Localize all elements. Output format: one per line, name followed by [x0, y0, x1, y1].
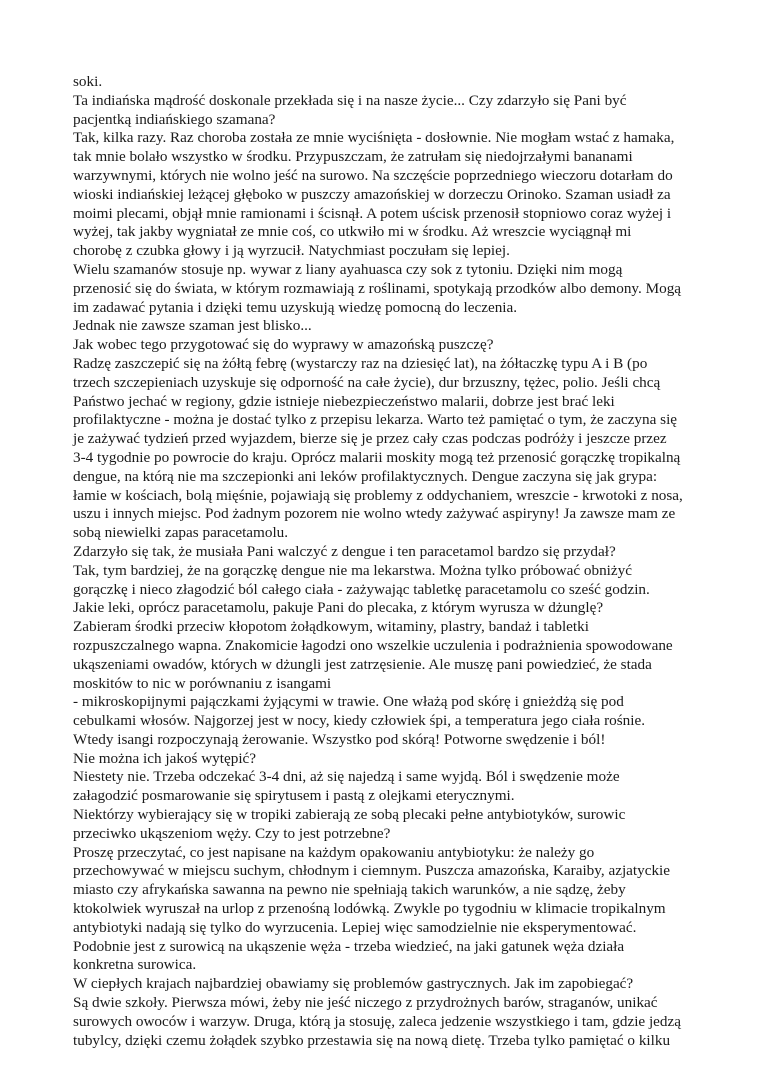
text-line: surowych owoców i warzyw. Druga, którą ja stosuję, zaleca jedzenie wszystkiego i tam, gdzie jedzą: [73, 1012, 681, 1030]
text-line: ukąszeniami owadów, których w dżungli jest zatrzęsienie. Ale muszę pani powiedzieć, że stada: [73, 655, 652, 673]
text-line: chorobę z czubka głowy i ją wyrzucił. Natychmiast poczułam się lepiej.: [73, 242, 510, 260]
text-line: Tak, tym bardziej, że na gorączkę dengue nie ma lekarstwa. Można tylko próbować obniżyć: [73, 561, 632, 579]
text-line: uszu i innych miejsc. Pod żadnym pozorem nie wolno wtedy zażywać aspiryny! Ja zawsze mam ze: [73, 505, 676, 523]
text-line: przenosić się do świata, w którym rozmawiają z roślinami, spotykają przodków albo demony. Mogą: [73, 279, 682, 297]
text-line: przeciwko ukąszeniom węży. Czy to jest potrzebne?: [73, 824, 391, 842]
text-line: przechowywać w miejscu suchym, chłodnym i ciemnym. Puszcza amazońska, Karaiby, azjatyckie: [73, 862, 671, 880]
text-line: Jednak nie zawsze szaman jest blisko...: [73, 317, 312, 335]
text-line: tubylcy, dzięki czemu żołądek szybko przestawia się na nową dietę. Trzeba tylko pamiętać o kilku: [73, 1031, 671, 1049]
text-line: wioski indiańskiej leżącej głęboko w puszczy amazońskiej w dorzeczu Orinoko. Szaman usiadł za: [73, 185, 671, 203]
text-line: miasto czy afrykańska sawanna na pewno nie spełniają takich warunków, a nie sądzę, żeby: [73, 881, 626, 899]
text-line: Są dwie szkoły. Pierwsza mówi, żeby nie jeść niczego z przydrożnych barów, straganów, unikać: [73, 994, 658, 1012]
text-line: cebulkami włosów. Najgorzej jest w nocy, kiedy człowiek śpi, a temperatura jego ciała rośnie.: [73, 712, 646, 730]
text-line: załagodzić posmarowanie się spirytusem i pastą z olejkami eterycznymi.: [73, 787, 515, 805]
text-line: Niestety nie. Trzeba odczekać 3-4 dni, aż się najedzą i same wyjdą. Ból i swędzenie może: [73, 768, 620, 786]
text-line: trzech szczepieniach uzyskuje się odporność na całe życie), dur brzuszny, tężec, polio. Jeśli chcą: [73, 373, 661, 391]
text-line: wyżej, tak jakby wygniatał ze mnie coś, co utkwiło mi w środku. Aż wreszcie wyciągnął mi: [73, 223, 632, 241]
document-page: [73, 73, 699, 1050]
text-line: profilaktyczne - można je dostać tylko z przepisu lekarza. Warto też pamiętać o tym, że zaczyna się: [73, 411, 678, 429]
text-line: moskitów to nic w porównaniu z isangami: [73, 674, 332, 692]
text-line: - mikroskopijnymi pajączkami żyjącymi w trawie. One włażą pod skórę i gnieżdżą się pod: [73, 693, 624, 711]
text-line: im zadawać pytania i dzięki temu uzyskują wiedzę pomocną do leczenia.: [73, 298, 518, 316]
text-line: rozpuszczalnego wapna. Znakomicie łagodzi ono wszelkie uczulenia i podrażnienia spowodowane: [73, 636, 673, 654]
text-line: konkretna surowica.: [73, 956, 197, 974]
text-line: łamie w kościach, bolą mięśnie, pojawiają się problemy z oddychaniem, wreszcie - krwotoki z nosa,: [73, 486, 683, 504]
text-line: gorączkę i nieco złagodzić ból całego ciała - zażywając tabletkę paracetamolu co sześć godzin.: [73, 580, 650, 598]
text-line: Ta indiańska mądrość doskonale przekłada się i na nasze życie... Czy zdarzyło się Pani być: [73, 91, 627, 109]
text-line: Wielu szamanów stosuje np. wywar z liany ayahuasca czy sok z tytoniu. Dzięki nim mogą: [73, 260, 623, 278]
text-line: Nie można ich jakoś wytępić?: [73, 749, 257, 767]
text-line: sobą niewielki zapas paracetamolu.: [73, 524, 289, 542]
text-line: Zabieram środki przeciw kłopotom żołądkowym, witaminy, plastry, bandaż i tabletki: [73, 618, 589, 636]
text-line: Radzę zaszczepić się na żółtą febrę (wystarczy raz na dziesięć lat), na żółtaczkę typu A i B (po: [73, 354, 648, 372]
text-line: je zażywać tydzień przed wyjazdem, bierze się je przez cały czas podczas podróży i jeszcze przez: [73, 430, 667, 448]
text-line: Niektórzy wybierający się w tropiki zabierają ze sobą plecaki pełne antybiotyków, surowic: [73, 806, 626, 824]
text-line: Zdarzyło się tak, że musiała Pani walczyć z dengue i ten paracetamol bardzo się przydał?: [73, 542, 616, 560]
text-line: W ciepłych krajach najbardziej obawiamy się problemów gastrycznych. Jak im zapobiegać?: [73, 975, 634, 993]
text-line: Podobnie jest z surowicą na ukąszenie węża - trzeba wiedzieć, na jaki gatunek węża działa: [73, 937, 625, 955]
text-line: pacjentką indiańskiego szamana?: [73, 110, 276, 128]
text-line: soki.: [73, 73, 103, 90]
text-line: antybiotyki nadają się tylko do wyrzucenia. Lepiej więc samodzielnie nie eksperymentować.: [73, 918, 637, 936]
text-line: Państwo jechać w regiony, gdzie istnieje niebezpieczeństwo malarii, dobrze jest brać leki: [73, 392, 615, 410]
text-line: Jak wobec tego przygotować się do wyprawy w amazońską puszczę?: [73, 336, 494, 354]
text-line: moimi plecami, objął mnie ramionami i ścisnął. A potem uścisk przenosił stopniowo coraz wyżej i: [73, 204, 672, 222]
text-line: Proszę przeczytać, co jest napisane na każdym opakowaniu antybiotyku: że należy go: [73, 843, 595, 861]
text-line: Tak, kilka razy. Raz choroba została ze mnie wyciśnięta - dosłownie. Nie mogłam wstać z hamaka,: [73, 129, 675, 147]
text-line: tak mnie bolało wszystko w środku. Przypuszczam, że zatrułam się niedojrzałymi bananami: [73, 148, 633, 166]
text-line: Jakie leki, oprócz paracetamolu, pakuje Pani do plecaka, z którym wyrusza w dżunglę?: [73, 599, 604, 617]
text-line: Wtedy isangi rozpoczynają żerowanie. Wszystko pod skórą! Potworne swędzenie i ból!: [73, 730, 606, 748]
text-line: dengue, na którą nie ma szczepionki ani leków profilaktycznych. Dengue zaczyna się jak grypa:: [73, 467, 658, 485]
text-line: ktokolwiek wyruszał na urlop z przenośną lodówką. Zwykle po tygodniu w klimacie tropikalnym: [73, 900, 666, 918]
text-line: 3-4 tygodnie po powrocie do kraju. Oprócz malarii moskity mogą też przenosić gorączkę tropikalną: [73, 448, 681, 466]
text-line: warzywnymi, których nie wolno jeść na surowo. Na szczęście poprzedniego wieczoru dotarłam do: [73, 166, 673, 184]
